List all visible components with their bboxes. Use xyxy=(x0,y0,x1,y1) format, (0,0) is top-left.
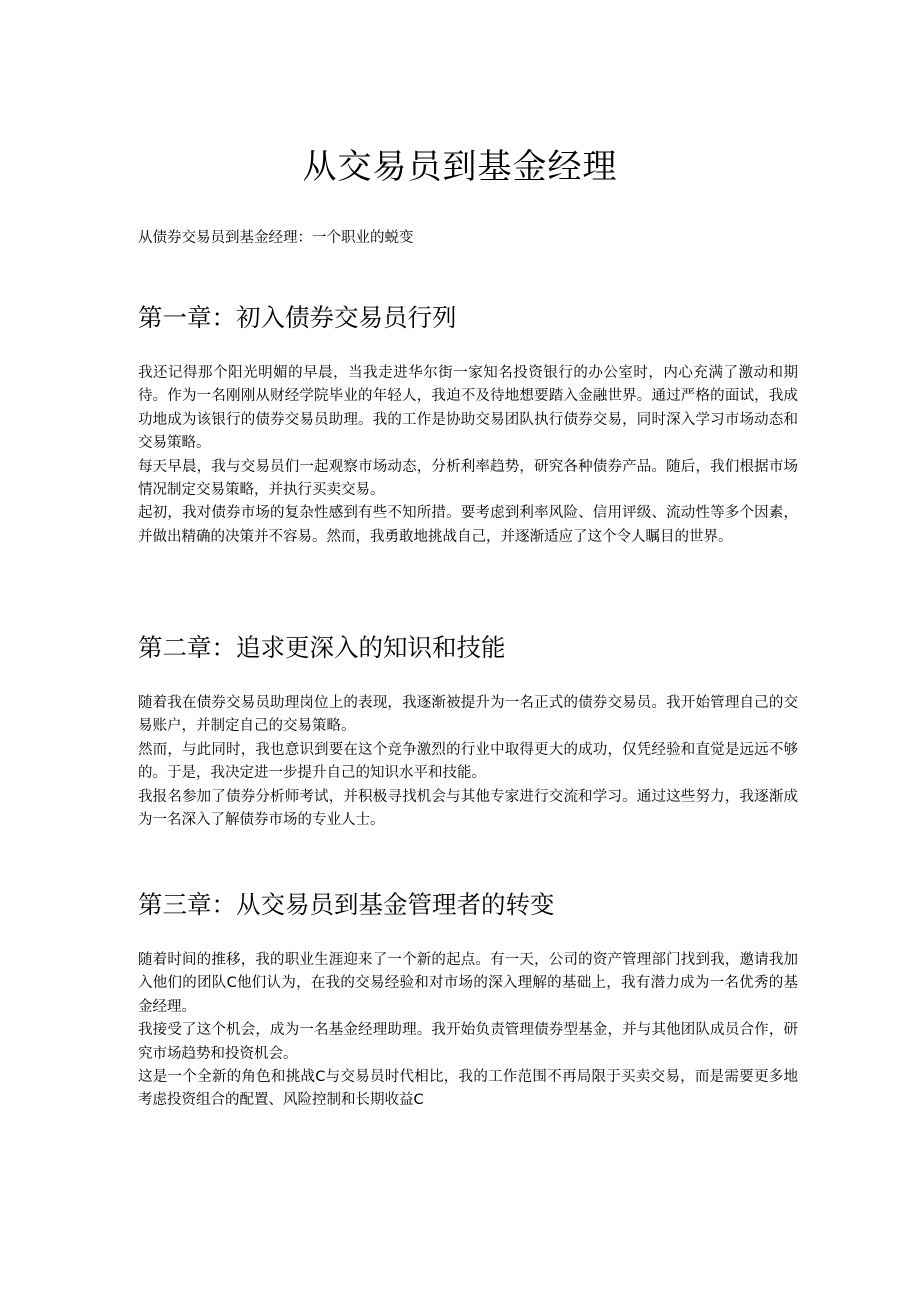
chapter-3-paragraph-1: 随着时间的推移，我的职业生涯迎来了一个新的起点。有一天，公司的资产管理部门找到我，邀请我加入他们的团队C他们认为，在我的交易经验和对市场的深入理解的基础上，我有潜力成为一名优秀的基金经理。 xyxy=(138,952,798,1015)
chapter-2-paragraph-1: 随着我在债券交易员助理岗位上的表现，我逐渐被提升为一名正式的债券交易员。我开始管理自己的交易账户，并制定自己的交易策略。 xyxy=(138,695,798,735)
document-title: 从交易员到基金经理 xyxy=(302,147,618,187)
chapter-2-body xyxy=(138,692,798,832)
chapter-1-body xyxy=(138,362,798,549)
chapter-1-paragraph-1: 我还记得那个阳光明媚的早晨，当我走进华尔街一家知名投资银行的办公室时，内心充满了激动和期待。作为一名刚刚从财经学院毕业的年轻人，我迫不及待地想要踏入金融世界。通过严格的面试，我成功地成为该银行的债券交易员助理。我的工作是协助交易团队执行债券交易，同时深入学习市场动态和交易策略。 xyxy=(138,365,798,452)
document-subtitle: 从债券交易员到基金经理：一个职业的蜕变 xyxy=(138,230,414,246)
chapter-1 xyxy=(138,300,798,549)
chapter-1-heading: 第一章：初入债券交易员行列 xyxy=(138,303,457,332)
chapter-3-heading: 第三章：从交易员到基金管理者的转变 xyxy=(138,890,555,919)
chapter-1-paragraph-3: 起初，我对债券市场的复杂性感到有些不知所措。要考虑到利率风险、信用评级、流动性等多个因素，并做出精确的决策并不容易。然而，我勇敢地挑战自己，并逐渐适应了这个令人瞩目的世界。 xyxy=(138,505,798,545)
chapter-3 xyxy=(138,887,798,1113)
chapter-2-paragraph-2: 然而，与此同时，我也意识到要在这个竞争激烈的行业中取得更大的成功，仅凭经验和直觉是远远不够的。于是，我决定进一步提升自己的知识水平和技能。 xyxy=(138,741,798,782)
chapter-2-heading: 第二章：追求更深入的知识和技能 xyxy=(138,633,506,662)
chapter-2-paragraph-3: 我报名参加了债券分析师考试，并积极寻找机会与其他专家进行交流和学习。通过这些努力，我逐渐成为一名深入了解债券市场的专业人士。 xyxy=(138,788,798,829)
chapter-2 xyxy=(138,630,798,832)
chapter-1-paragraph-2: 每天早晨，我与交易员们一起观察市场动态，分析利率趋势，研究各种债券产品。随后，我们根据市场情况制定交易策略，并执行买卖交易。 xyxy=(138,458,798,499)
chapter-3-paragraph-3: 这是一个全新的角色和挑战C与交易员时代相比，我的工作范围不再局限于买卖交易，而是需要更多地考虑投资组合的配置、风险控制和长期收益C xyxy=(138,1069,798,1109)
chapter-3-paragraph-2: 我接受了这个机会，成为一名基金经理助理。我开始负责管理债券型基金，并与其他团队成员合作，研究市场趋势和投资机会。 xyxy=(138,1022,798,1062)
chapter-3-body xyxy=(138,949,798,1113)
